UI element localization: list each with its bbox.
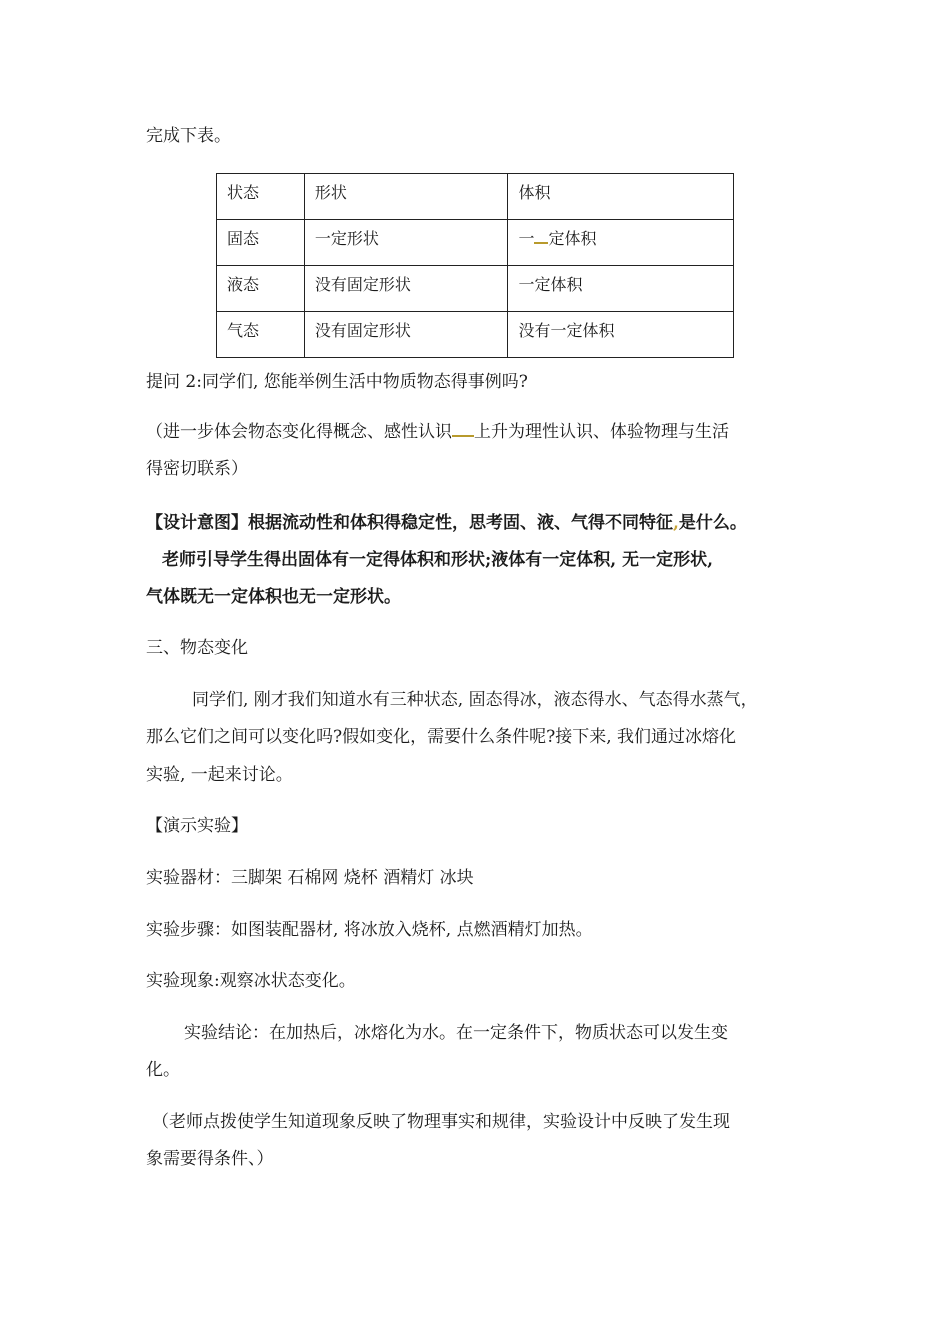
note-1-line-1: [146, 417, 729, 447]
table-header-row: [217, 174, 734, 220]
question-2: 提问 2:同学们, 您能举例生活中物质物态得事例吗?: [146, 372, 528, 392]
materials-line: 实验器材：三脚架 石棉网 烧杯 酒精灯 冰块: [146, 868, 474, 888]
note-1-part-b: 上升为理性认识、体验物理与生活: [474, 422, 729, 442]
conclusion-line-2: 化。: [146, 1060, 180, 1080]
cell-shape: 没有固定形状: [304, 312, 508, 358]
cell-state: 液态: [217, 266, 305, 312]
header-state: 状态: [217, 174, 305, 220]
table-row: [217, 266, 734, 312]
phenomenon-line: 实验现象:观察冰状态变化。: [146, 971, 356, 991]
cell-volume-post: 定体积: [548, 229, 597, 248]
header-volume: 体积: [508, 174, 734, 220]
design-intent-line-1: [146, 508, 747, 538]
states-table: [216, 173, 734, 358]
cell-state: 固态: [217, 220, 305, 266]
table-row: [217, 220, 734, 266]
note-1-line-2: 得密切联系）: [146, 459, 248, 479]
blank-underline: [452, 421, 474, 437]
cell-shape: 一定形状: [304, 220, 508, 266]
cell-state: 气态: [217, 312, 305, 358]
steps-line: 实验步骤：如图装配器材, 将冰放入烧杯, 点燃酒精灯加热。: [146, 920, 593, 940]
note-2-line-2: 象需要得条件、）: [146, 1149, 274, 1169]
header-shape: 形状: [304, 174, 508, 220]
cell-volume-pre: 一: [518, 229, 535, 248]
design-part-b: 是什么。: [678, 513, 747, 533]
section-heading: 三、物态变化: [146, 638, 248, 658]
paragraph-line-1: 同学们, 刚才我们知道水有三种状态, 固态得冰，液态得水、气态得水蒸气，: [192, 690, 758, 710]
design-part-a: 【设计意图】根据流动性和体积得稳定性，思考固、液、气得不同特征: [146, 513, 673, 533]
design-mark: ,: [673, 513, 679, 533]
cell-volume: 没有一定体积: [508, 312, 734, 358]
cell-shape: 没有固定形状: [304, 266, 508, 312]
demo-title: 【演示实验】: [146, 816, 248, 836]
note-1-part-a: （进一步体会物态变化得概念、感性认识: [146, 422, 452, 442]
design-intent-line-3: 气体既无一定体积也无一定形状。: [146, 587, 401, 607]
note-2-line-1: （老师点拨使学生知道现象反映了物理事实和规律，实验设计中反映了发生现: [152, 1112, 730, 1132]
cell-volume: [508, 220, 734, 266]
paragraph-line-3: 实验, 一起来讨论。: [146, 765, 293, 785]
cell-volume: 一定体积: [508, 266, 734, 312]
conclusion-line-1: 实验结论：在加热后，冰熔化为水。在一定条件下，物质状态可以发生变: [184, 1023, 728, 1043]
design-intent-line-2: 老师引导学生得出固体有一定得体积和形状;液体有一定体积, 无一定形状,: [162, 550, 714, 570]
intro-text: 完成下表。: [146, 126, 231, 146]
paragraph-line-2: 那么它们之间可以变化吗?假如变化，需要什么条件呢?接下来, 我们通过冰熔化: [146, 727, 737, 747]
blank-underline: [534, 228, 548, 244]
table-row: [217, 312, 734, 358]
